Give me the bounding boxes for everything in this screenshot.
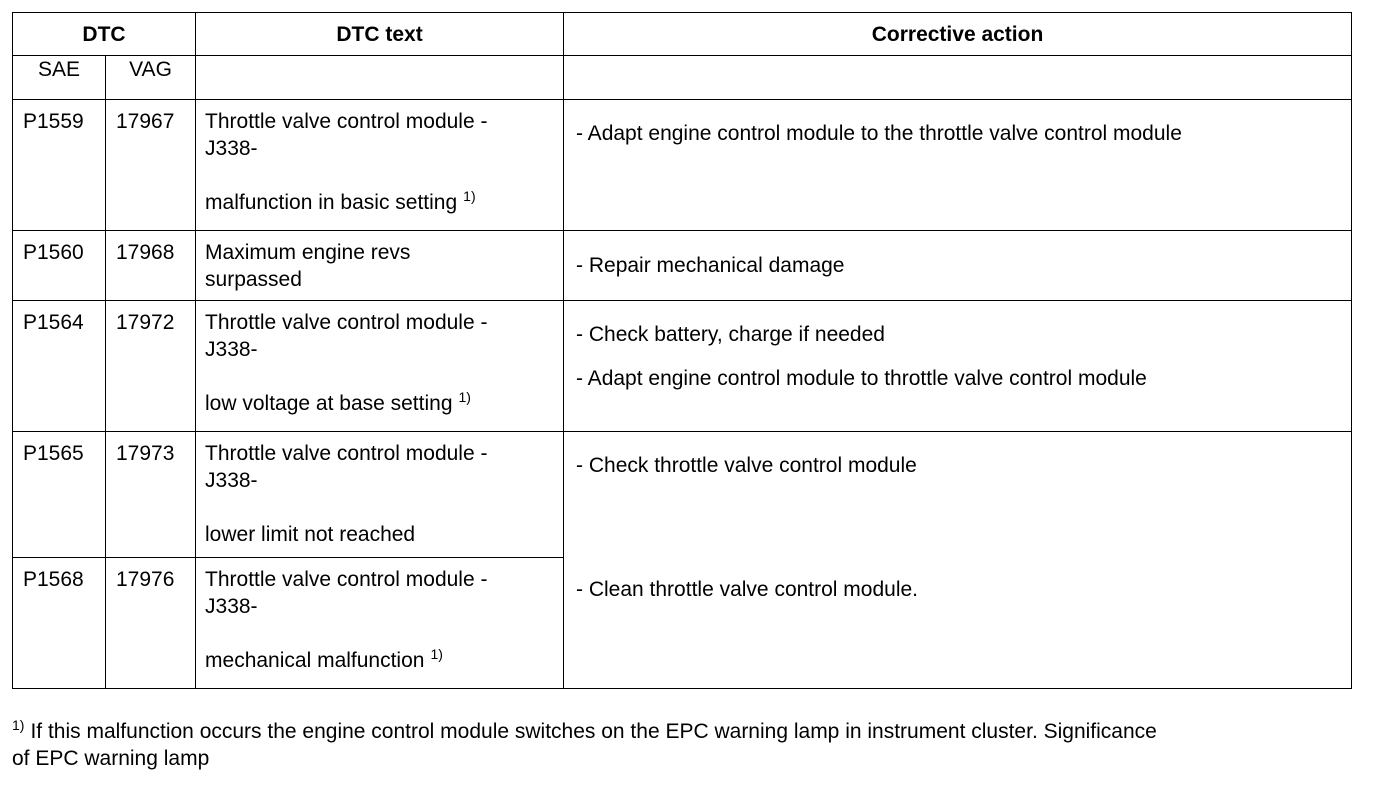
subheader-vag: VAG: [106, 56, 196, 100]
table-row: [13, 432, 1352, 558]
corrective-action-cell: [564, 301, 1352, 432]
footnote-mark: 1): [12, 717, 25, 733]
dtc-table: [12, 12, 1352, 689]
footnote-text: of EPC warning lamp: [12, 747, 210, 770]
vag-code: 17973: [106, 432, 196, 558]
header-row: [13, 13, 1352, 56]
dtc-text-line: Maximum engine revs: [205, 241, 411, 264]
sae-code: P1568: [13, 558, 106, 689]
dtc-text-line: J338-: [205, 595, 258, 618]
dtc-text-line: Throttle valve control module -: [205, 110, 488, 133]
dtc-text-line: Throttle valve control module -: [205, 568, 488, 591]
dtc-text-cell: [196, 558, 564, 689]
corrective-action-line: - Check battery, charge if needed: [576, 323, 885, 346]
dtc-text-line: surpassed: [205, 268, 302, 291]
dtc-text-cell: [196, 231, 564, 301]
sae-code: P1560: [13, 231, 106, 301]
dtc-text-line: Throttle valve control module -: [205, 311, 488, 334]
footnote-mark: 1): [463, 188, 476, 204]
dtc-text-line: J338-: [205, 137, 258, 160]
dtc-text-cell: [196, 432, 564, 558]
subheader-sae: SAE: [13, 56, 106, 100]
subheader-empty-text: [196, 56, 564, 100]
table-row: [13, 231, 1352, 301]
footnote-mark: 1): [458, 389, 471, 405]
header-corrective-action: Corrective action: [564, 13, 1352, 56]
footnote-mark: 1): [430, 646, 443, 662]
vag-code: 17967: [106, 100, 196, 231]
corrective-action-line: - Repair mechanical damage: [576, 254, 845, 277]
dtc-text-line: J338-: [205, 338, 258, 361]
corrective-action-cell: [564, 231, 1352, 301]
footnote-text: If this malfunction occurs the engine control module switches on the EPC warning lamp in instrument cluster. Significance: [30, 720, 1157, 743]
dtc-text-cell: [196, 301, 564, 432]
corrective-action-line: - Adapt engine control module to throttle valve control module: [576, 367, 1147, 390]
dtc-text-line: Throttle valve control module -: [205, 442, 488, 465]
table-row: [13, 100, 1352, 231]
vag-code: 17976: [106, 558, 196, 689]
subheader-row: [13, 56, 1352, 100]
corrective-action-cell: [564, 100, 1352, 231]
dtc-text-line: low voltage at base setting: [205, 392, 453, 415]
sae-code: P1565: [13, 432, 106, 558]
dtc-text-line: J338-: [205, 469, 258, 492]
footnote: [12, 718, 1352, 772]
dtc-text-cell: [196, 100, 564, 231]
vag-code: 17972: [106, 301, 196, 432]
header-dtc-text: DTC text: [196, 13, 564, 56]
subheader-empty-action: [564, 56, 1352, 100]
vag-code: 17968: [106, 231, 196, 301]
corrective-action-line: - Clean throttle valve control module.: [576, 578, 919, 601]
sae-code: P1559: [13, 100, 106, 231]
dtc-text-line: lower limit not reached: [205, 523, 416, 546]
table-row: [13, 301, 1352, 432]
dtc-text-line: malfunction in basic setting: [205, 191, 458, 214]
corrective-action-cell: [564, 432, 1352, 689]
sae-code: P1564: [13, 301, 106, 432]
corrective-action-line: - Check throttle valve control module: [576, 454, 917, 477]
corrective-action-line: - Adapt engine control module to the throttle valve control module: [576, 122, 1182, 145]
header-dtc: DTC: [13, 13, 196, 56]
dtc-text-line: mechanical malfunction: [205, 649, 425, 672]
